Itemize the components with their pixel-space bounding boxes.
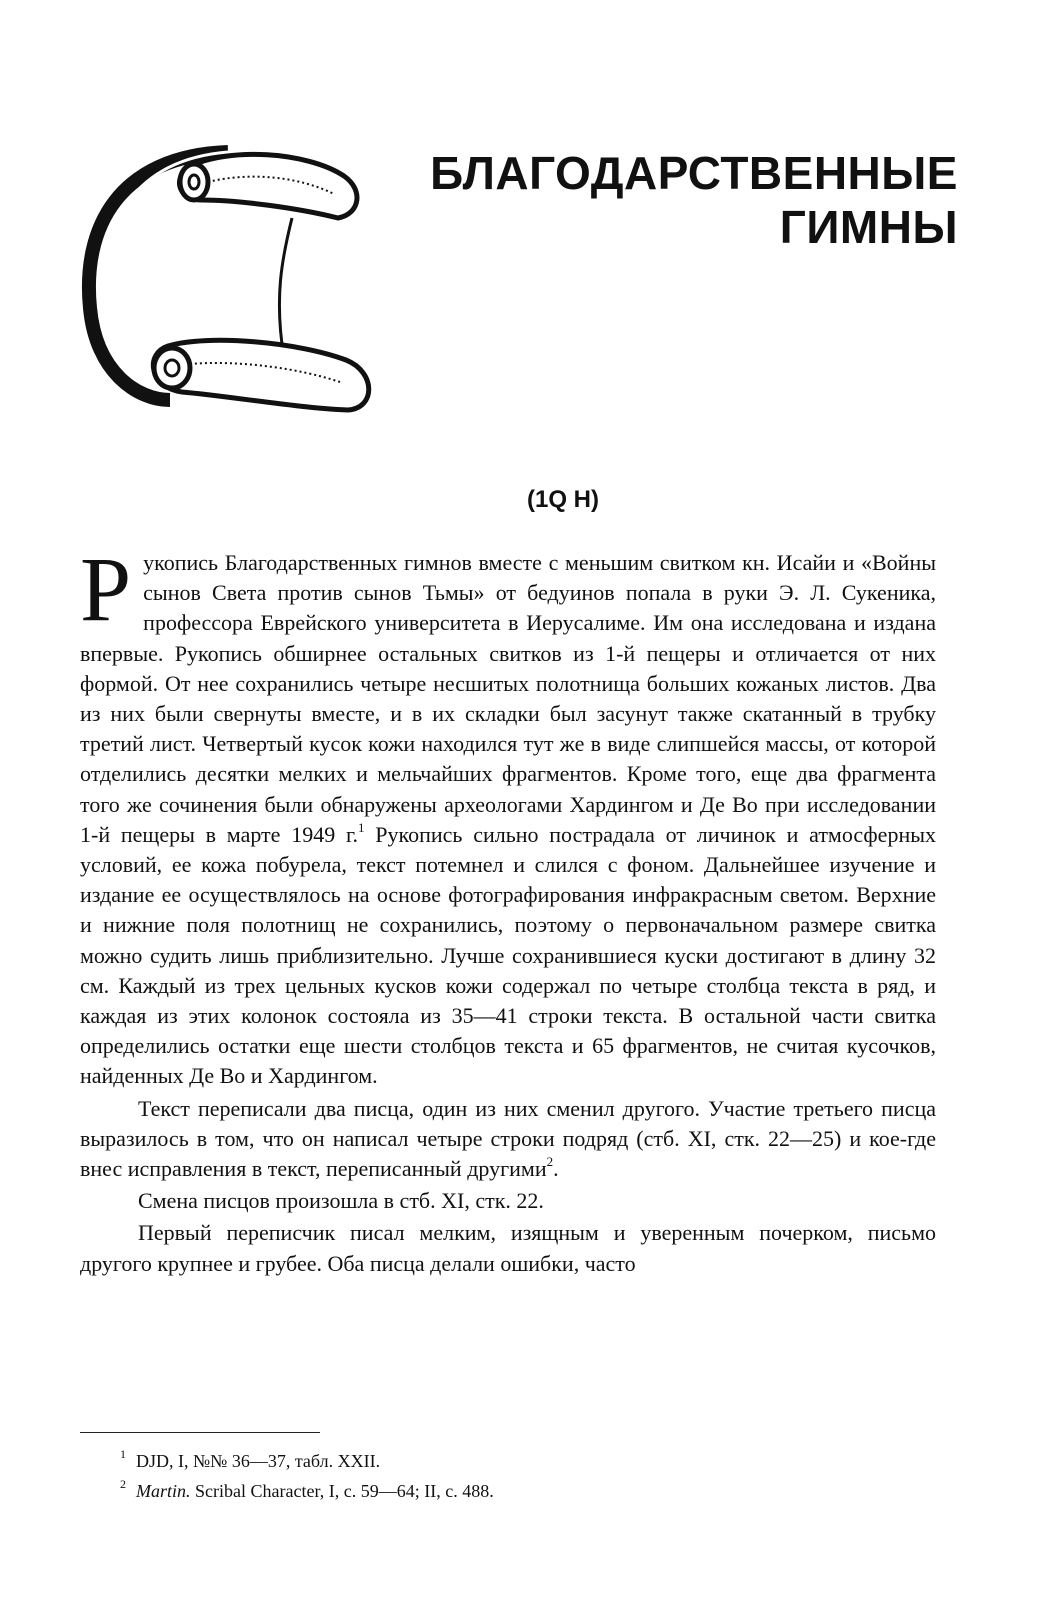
drop-cap: Р [80, 538, 132, 640]
footnote-text: DJD, I, №№ 36—37, табл. XXII. [136, 1451, 381, 1471]
footnote-ref-2[interactable]: 2 [546, 1154, 554, 1170]
paragraph-2-text-a: Текст переписали два писца, один из них сменил другого. Участие третьего писца выразилось в том, что он написал четыре строки подряд (стб. XI, стк. 22—25) и кое-где внес исправления в текст, переписанный другими [80, 1095, 936, 1182]
footnote-ref-1[interactable]: 1 [358, 819, 365, 835]
scroll-illustration [78, 138, 388, 428]
footnote-divider [80, 1432, 320, 1433]
title-line-1: БЛАГОДАРСТВЕННЫЕ [430, 147, 958, 199]
paragraph-1 [80, 538, 937, 1092]
paragraph-1-text-a: укопись Благодарственных гимнов вместе с меньшим свитком кн. Исайи и «Войны сынов Света против сынов Тьмы» от бедуинов попала в руки Э. Л. Сукеника, профессора Еврейского университета в Иерусалиме. Им она исследована и издана впервые. Рукопись обширнее остальных свитков из 1-й пещеры и отличается от них формой. От нее сохранились четыре несшитых полотнища больших кожаных листов. Два из них были свернуты вместе, и в их складки был засунут также скатанный в трубку третий лист. Четвертый кусок кожи находился тут же в виде слипшейся массы, от которой отделились десятки мелких и мельчайших фрагментов. Кроме того, еще два фрагмента того же сочинения были обнаружены археологами Хардингом и Де Во при исследовании 1-й пещеры в марте 1949 г. [80, 550, 936, 847]
manuscript-siglum: (1Q H) [527, 486, 599, 513]
footnote-1 [120, 1446, 494, 1476]
page-title [430, 146, 958, 254]
paragraph-1-text-b: Рукопись сильно пострадала от личинок и атмосферных условий, ее кожа побурела, текст потемнел и слился с фоном. Дальнейшее изучение и издание ее осуществлялось на основе фотографирования инфракрасным светом. Верхние и нижние поля полотнищ не сохранились, поэтому о первоначальном размере свитка можно судить лишь приблизительно. Лучше сохранившиеся куски достигают в длину 32 см. Каждый из трех цельных кусков кожи содержал по четыре столбца текста в ряд, и каждая из этих колонок состояла из 35—41 строки текста. В остальной части свитка определились остатки еще шести столбцов текста и 65 фрагментов, не считая кусочков, найденных Де Во и Хардингом. [80, 821, 937, 1089]
footnote-number: 2 [120, 1477, 126, 1491]
footnote-2 [120, 1476, 494, 1506]
footnote-text: Scribal Character, I, с. 59—64; II, с. 488. [190, 1481, 494, 1501]
article-body [80, 538, 937, 1279]
footnote-number: 1 [120, 1447, 126, 1461]
bottom-roll [153, 340, 368, 410]
paragraph-2-text-b: . [553, 1156, 559, 1182]
footnotes [120, 1446, 494, 1506]
top-roll [179, 154, 356, 218]
paragraph-3: Смена писцов произошла в стб. XI, стк. 22. [138, 1188, 544, 1214]
paragraph-4: Первый переписчик писал мелким, изящным и уверенным почерком, письмо другого крупнее и грубее. Оба писца делали ошибки, часто [80, 1220, 936, 1276]
title-line-2: ГИМНЫ [779, 201, 958, 253]
footnote-author: Martin. [136, 1481, 191, 1501]
paragraph-2 [80, 1094, 936, 1185]
